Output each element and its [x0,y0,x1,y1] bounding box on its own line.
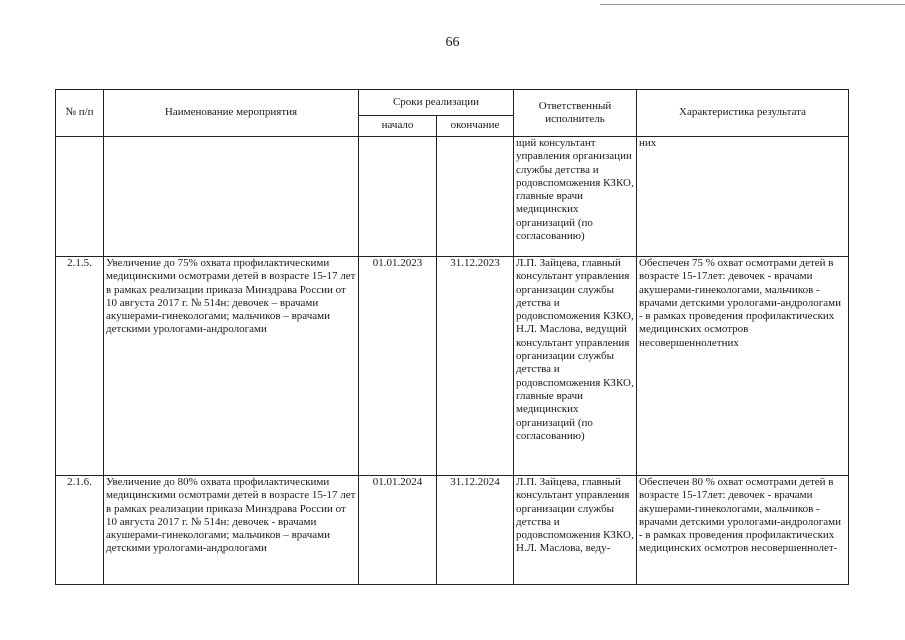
row-start: 01.01.2023 [359,257,437,476]
row-start: 01.01.2024 [359,476,437,585]
header-start: начало [359,116,437,137]
row-name [104,476,359,585]
header-responsible: Ответственный исполнитель [514,90,637,137]
row-num: 2.1.6. [56,476,104,585]
page-number: 66 [445,35,460,50]
row-responsible [514,476,637,585]
row-responsible-text: Л.П. Зайцева, главный консультант управления организации службы детства и родовспоможения КЗКО, Н.Л. Маслова, веду- [516,476,634,555]
table-row [56,137,849,257]
row-num [56,137,104,257]
row-result: них [637,137,849,257]
header-terms: Сроки реализации [359,90,514,116]
row-result-text: Обеспечен 80 % охват осмотрами детей в возрасте 15-17лет: девочек - врачами акушерами-гинекологами, мальчиков - врачами детскими урологами-андрологами - в рамках проведения профилактических медицинских осмотров несовершеннолет- [639,476,841,555]
table-row [56,257,849,476]
header-result: Характеристика результата [637,90,849,137]
row-start [359,137,437,257]
header-end: окончание [437,116,514,137]
row-end [437,137,514,257]
row-responsible: щий консультант управления организации службы детства и родовспоможения КЗКО, главные врачи медицинских организаций (по согласованию) [514,137,637,257]
row-name [104,137,359,257]
row-name-text: Увеличение до 80% охвата профилактическими медицинскими осмотрами детей в возрасте 15-17 лет в рамках реализации приказа Минздрава России от 10 августа 2017 г. № 514н: девочек - врачами акушерами-гинекологами; мальчиков – врачами детскими урологами-андрологами [106,476,356,555]
top-edge-rule [600,4,905,5]
measures-table [55,89,849,585]
row-end: 31.12.2023 [437,257,514,476]
row-responsible: Л.П. Зайцева, главный консультант управления организации службы детства и родовспоможения КЗКО, Н.Л. Маслова, ведущий консультант управления организации службы детства и родовспоможения КЗКО, главные врачи медицинских организаций (по согласованию) [514,257,637,476]
row-name: Увеличение до 75% охвата профилактическими медицинскими осмотрами детей в возрасте 15-17 лет в рамках реализации приказа Минздрава России от 10 августа 2017 г. № 514н: девочек – врачами акушерами-гинекологами; мальчиков – врачами детскими урологами-андрологами [104,257,359,476]
header-name: Наименование мероприятия [104,90,359,137]
row-end: 31.12.2024 [437,476,514,585]
row-num: 2.1.5. [56,257,104,476]
header-num: № п/п [56,90,104,137]
table-row [56,476,849,585]
row-result [637,476,849,585]
row-result: Обеспечен 75 % охват осмотрами детей в возрасте 15-17лет: девочек - врачами акушерами-гинекологами, мальчиков - врачами детскими урологами-андрологами - в рамках проведения профилактических медицинских осмотров несовершеннолетних [637,257,849,476]
